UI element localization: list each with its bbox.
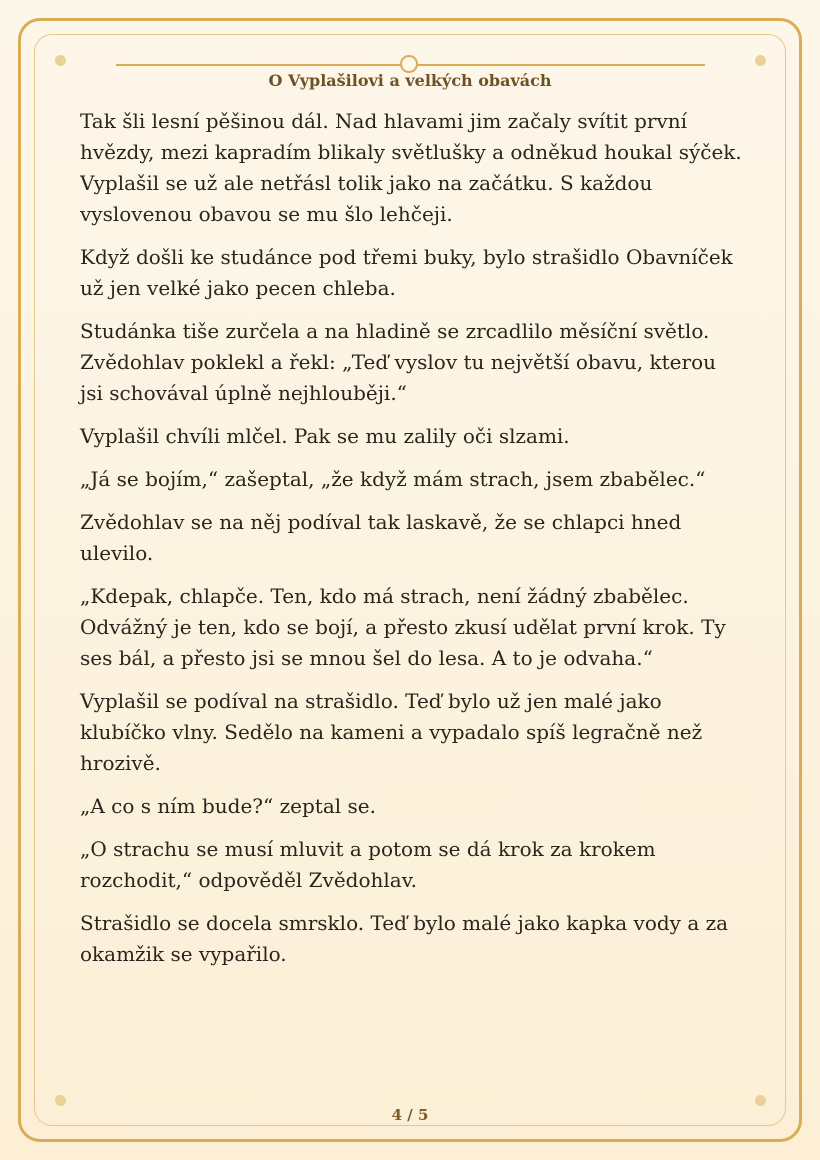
corner-dot-icon xyxy=(55,55,66,66)
story-text xyxy=(80,106,744,982)
page-number: 4 / 5 xyxy=(391,1106,429,1124)
paragraph: Tak šli lesní pěšinou dál. Nad hlavami jim začaly svítit první hvězdy, mezi kapradím blikaly světlušky a odněkud houkal sýček. Vyplašil se už ale netřásl tolik jako na začátku. S každou vyslovenou obavou se mu šlo lehčeji. xyxy=(80,109,742,226)
paragraph: „Já se bojím,“ zašeptal, „že když mám strach, jsem zbabělec.“ xyxy=(80,467,706,491)
paragraph: Studánka tiše zurčela a na hladině se zrcadlilo měsíční světlo. Zvědohlav poklekl a řekl: „Teď vyslov tu největší obavu, kterou jsi schovával úplně nejhlouběji.“ xyxy=(80,319,716,405)
paragraph: Když došli ke studánce pod třemi buky, bylo strašidlo Obavníček už jen velké jako pecen chleba. xyxy=(80,245,733,300)
paragraph: Vyplašil se podíval na strašidlo. Teď bylo už jen malé jako klubíčko vlny. Sedělo na kameni a vypadalo spíš legračně než hrozivě. xyxy=(80,689,703,775)
paragraph: „O strachu se musí mluvit a potom se dá krok za krokem rozchodit,“ odpověděl Zvědohlav. xyxy=(80,837,656,892)
paragraph: Zvědohlav se na něj podíval tak laskavě, že se chlapci hned ulevilo. xyxy=(80,510,682,565)
paragraph: Vyplašil chvíli mlčel. Pak se mu zalily oči slzami. xyxy=(80,424,570,448)
chapter-title: O Vyplašilovi a velkých obavách xyxy=(268,71,552,90)
paragraph: „A co s ním bude?“ zeptal se. xyxy=(80,794,376,818)
corner-dot-icon xyxy=(755,55,766,66)
paragraph: Strašidlo se docela smrsklo. Teď bylo malé jako kapka vody a za okamžik se vypařilo. xyxy=(80,911,729,966)
paragraph: „Kdepak, chlapče. Ten, kdo má strach, není žádný zbabělec. Odvážný je ten, kdo se bojí, a přesto zkusí udělat první krok. Ty ses bál, a přesto jsi se mnou šel do lesa. A to je odvaha.“ xyxy=(80,584,726,670)
